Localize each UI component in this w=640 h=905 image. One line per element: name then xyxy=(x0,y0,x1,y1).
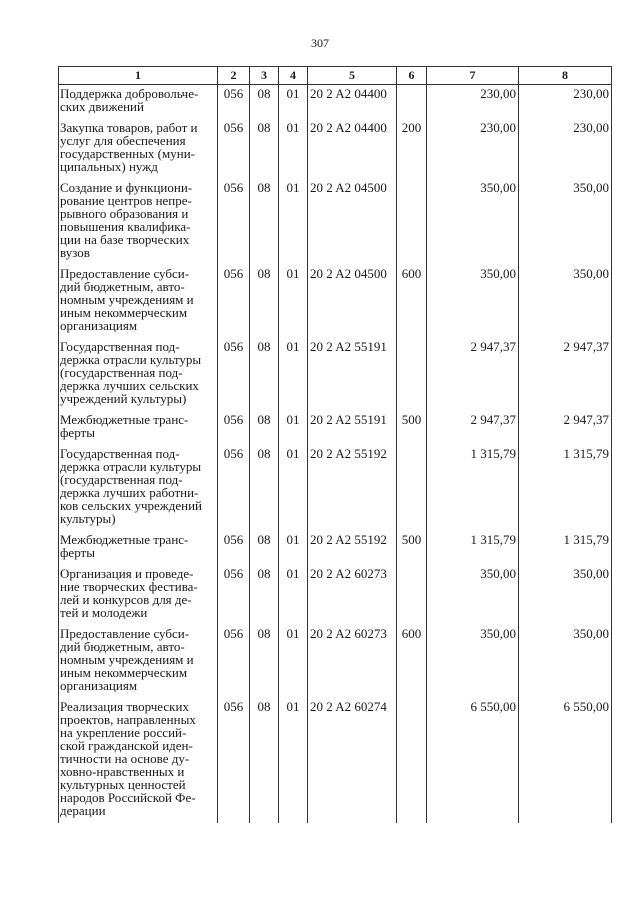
cell-name-line: дий бюджетным, авто- xyxy=(60,639,185,654)
cell-name-line: на укрепление россий- xyxy=(60,725,187,740)
cell-name-line: проектов, направленных xyxy=(60,712,196,727)
cell-name-line: Создание и функциони- xyxy=(60,180,193,195)
cell-gr: 056 xyxy=(218,445,250,531)
cell-sum-2: 350,00 xyxy=(519,625,612,698)
cell-name-line: Реализация творческих xyxy=(60,699,189,714)
cell-sum-1: 1 315,79 xyxy=(427,531,519,565)
cell-name-line: повышения квалифика- xyxy=(60,219,191,234)
cell-vr: 200 xyxy=(397,119,427,179)
cell-csr: 20 2 A2 04500 xyxy=(308,265,397,338)
table-row xyxy=(59,338,612,411)
cell-vr xyxy=(397,565,427,625)
cell-gr: 056 xyxy=(218,698,250,823)
cell-name-line: ских движений xyxy=(60,99,144,114)
cell-sum-2: 230,00 xyxy=(519,85,612,120)
cell-name-line: рование центров непре- xyxy=(60,193,192,208)
cell-sum-2: 6 550,00 xyxy=(519,698,612,823)
cell-sum-1: 1 315,79 xyxy=(427,445,519,531)
cell-csr: 20 2 A2 60274 xyxy=(308,698,397,823)
cell-name xyxy=(59,565,218,625)
cell-name-line: учреждений культуры) xyxy=(60,391,187,406)
header-col-1: 1 xyxy=(59,67,218,85)
cell-name-line: вузов xyxy=(60,245,90,260)
cell-sum-1: 2 947,37 xyxy=(427,411,519,445)
cell-name-line: (государственная под- xyxy=(60,365,183,380)
cell-rz: 08 xyxy=(250,698,279,823)
cell-vr xyxy=(397,338,427,411)
cell-gr: 056 xyxy=(218,565,250,625)
cell-csr: 20 2 A2 60273 xyxy=(308,565,397,625)
cell-name-line: ципальных) нужд xyxy=(60,159,158,174)
cell-gr: 056 xyxy=(218,265,250,338)
cell-name-line: (государственная под- xyxy=(60,472,183,487)
cell-vr xyxy=(397,179,427,265)
cell-sum-1: 230,00 xyxy=(427,119,519,179)
cell-rz: 08 xyxy=(250,338,279,411)
cell-rz: 08 xyxy=(250,85,279,120)
table-body xyxy=(59,85,612,824)
cell-gr: 056 xyxy=(218,338,250,411)
cell-name-line: Межбюджетные транс- xyxy=(60,412,189,427)
cell-csr: 20 2 A2 04400 xyxy=(308,85,397,120)
cell-rz: 08 xyxy=(250,625,279,698)
cell-csr: 20 2 A2 55192 xyxy=(308,445,397,531)
cell-name-line: дерации xyxy=(60,803,106,818)
cell-pr: 01 xyxy=(279,338,308,411)
header-col-6: 6 xyxy=(397,67,427,85)
cell-vr xyxy=(397,445,427,531)
header-row xyxy=(59,67,612,85)
cell-sum-1: 350,00 xyxy=(427,265,519,338)
header-col-4: 4 xyxy=(279,67,308,85)
cell-sum-1: 350,00 xyxy=(427,625,519,698)
cell-name-line: Предоставление субси- xyxy=(60,266,190,281)
table-row xyxy=(59,179,612,265)
budget-table xyxy=(58,66,612,823)
cell-csr: 20 2 A2 60273 xyxy=(308,625,397,698)
cell-name xyxy=(59,531,218,565)
cell-pr: 01 xyxy=(279,411,308,445)
header-col-5: 5 xyxy=(308,67,397,85)
cell-gr: 056 xyxy=(218,85,250,120)
cell-csr: 20 2 A2 55191 xyxy=(308,338,397,411)
cell-pr: 01 xyxy=(279,698,308,823)
header-col-2: 2 xyxy=(218,67,250,85)
table-row xyxy=(59,411,612,445)
cell-gr: 056 xyxy=(218,179,250,265)
cell-name-line: иным некоммерческим xyxy=(60,665,188,680)
cell-name-line: лей и конкурсов для де- xyxy=(60,592,192,607)
cell-name-line: держка отрасли культуры xyxy=(60,459,202,474)
cell-csr: 20 2 A2 04500 xyxy=(308,179,397,265)
cell-name xyxy=(59,698,218,823)
cell-name xyxy=(59,85,218,120)
cell-name-line: Закупка товаров, работ и xyxy=(60,120,198,135)
cell-name-line: тичности на основе ду- xyxy=(60,751,190,766)
cell-pr: 01 xyxy=(279,625,308,698)
cell-sum-2: 2 947,37 xyxy=(519,411,612,445)
header-col-7: 7 xyxy=(427,67,519,85)
cell-gr: 056 xyxy=(218,411,250,445)
cell-sum-2: 1 315,79 xyxy=(519,445,612,531)
cell-sum-1: 230,00 xyxy=(427,85,519,120)
cell-name-line: ховно-нравственных и xyxy=(60,764,185,779)
cell-name-line: организациям xyxy=(60,678,138,693)
page-number: 307 xyxy=(311,36,329,50)
table-header xyxy=(59,67,612,85)
cell-rz: 08 xyxy=(250,179,279,265)
cell-gr: 056 xyxy=(218,119,250,179)
cell-pr: 01 xyxy=(279,265,308,338)
cell-name-line: культуры) xyxy=(60,511,116,526)
cell-name xyxy=(59,445,218,531)
cell-sum-2: 350,00 xyxy=(519,265,612,338)
table-row xyxy=(59,625,612,698)
cell-name xyxy=(59,179,218,265)
cell-csr: 20 2 A2 55191 xyxy=(308,411,397,445)
cell-sum-1: 350,00 xyxy=(427,179,519,265)
cell-pr: 01 xyxy=(279,565,308,625)
cell-pr: 01 xyxy=(279,445,308,531)
cell-name-line: иным некоммерческим xyxy=(60,305,188,320)
cell-name-line: держка лучших сельских xyxy=(60,378,199,393)
cell-name-line: ков сельских учреждений xyxy=(60,498,202,513)
cell-vr xyxy=(397,698,427,823)
cell-name-line: государственных (муни- xyxy=(60,146,195,161)
cell-sum-2: 350,00 xyxy=(519,565,612,625)
cell-sum-1: 350,00 xyxy=(427,565,519,625)
cell-name xyxy=(59,625,218,698)
cell-name-line: услуг для обеспечения xyxy=(60,133,186,148)
cell-name-line: Предоставление субси- xyxy=(60,626,190,641)
cell-csr: 20 2 A2 55192 xyxy=(308,531,397,565)
cell-name-line: ции на базе творческих xyxy=(60,232,190,247)
cell-pr: 01 xyxy=(279,179,308,265)
cell-name xyxy=(59,119,218,179)
cell-name-line: тей и молодежи xyxy=(60,605,148,620)
cell-vr: 500 xyxy=(397,411,427,445)
table-row xyxy=(59,85,612,120)
cell-pr: 01 xyxy=(279,119,308,179)
cell-name-line: ферты xyxy=(60,545,95,560)
cell-csr: 20 2 A2 04400 xyxy=(308,119,397,179)
cell-sum-2: 1 315,79 xyxy=(519,531,612,565)
cell-name-line: Поддержка добровольче- xyxy=(60,86,199,101)
cell-name-line: организациям xyxy=(60,318,138,333)
table-row xyxy=(59,698,612,823)
cell-name-line: культурных ценностей xyxy=(60,777,186,792)
cell-rz: 08 xyxy=(250,445,279,531)
cell-sum-2: 350,00 xyxy=(519,179,612,265)
cell-name-line: ской гражданской иден- xyxy=(60,738,193,753)
cell-rz: 08 xyxy=(250,531,279,565)
cell-name-line: ферты xyxy=(60,425,95,440)
cell-gr: 056 xyxy=(218,625,250,698)
cell-rz: 08 xyxy=(250,565,279,625)
cell-name-line: Межбюджетные транс- xyxy=(60,532,189,547)
cell-name-line: держка лучших работни- xyxy=(60,485,199,500)
cell-name-line: Государственная под- xyxy=(60,339,180,354)
cell-vr xyxy=(397,85,427,120)
cell-vr: 600 xyxy=(397,265,427,338)
header-col-3: 3 xyxy=(250,67,279,85)
cell-gr: 056 xyxy=(218,531,250,565)
cell-name-line: ние творческих фестива- xyxy=(60,579,198,594)
cell-pr: 01 xyxy=(279,85,308,120)
cell-name-line: Организация и проведе- xyxy=(60,566,194,581)
cell-pr: 01 xyxy=(279,531,308,565)
header-col-8: 8 xyxy=(519,67,612,85)
cell-name-line: держка отрасли культуры xyxy=(60,352,202,367)
cell-rz: 08 xyxy=(250,265,279,338)
table-row xyxy=(59,531,612,565)
cell-sum-1: 2 947,37 xyxy=(427,338,519,411)
cell-name-line: дий бюджетным, авто- xyxy=(60,279,185,294)
cell-vr: 600 xyxy=(397,625,427,698)
cell-name xyxy=(59,265,218,338)
cell-sum-1: 6 550,00 xyxy=(427,698,519,823)
table-row xyxy=(59,265,612,338)
cell-sum-2: 2 947,37 xyxy=(519,338,612,411)
table-row xyxy=(59,119,612,179)
cell-name-line: номным учреждениям и xyxy=(60,292,194,307)
table-row xyxy=(59,445,612,531)
cell-name-line: рывного образования и xyxy=(60,206,189,221)
cell-name-line: народов Российской Фе- xyxy=(60,790,196,805)
cell-name xyxy=(59,411,218,445)
cell-name-line: Государственная под- xyxy=(60,446,180,461)
cell-rz: 08 xyxy=(250,119,279,179)
cell-sum-2: 230,00 xyxy=(519,119,612,179)
table-row xyxy=(59,565,612,625)
cell-rz: 08 xyxy=(250,411,279,445)
cell-vr: 500 xyxy=(397,531,427,565)
cell-name-line: номным учреждениям и xyxy=(60,652,194,667)
cell-name xyxy=(59,338,218,411)
